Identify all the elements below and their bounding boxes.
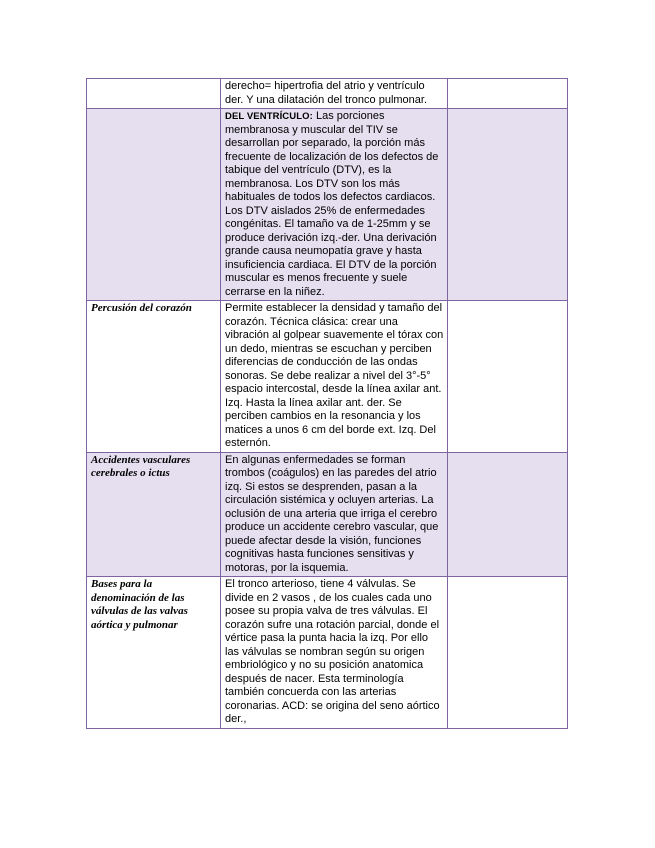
description-text: Permite establecer la densidad y tamaño del corazón. Técnica clásica: crear una vibración al golpear suavemente el tórax con un dedo, mientras se escuchan y perciben diferencias de conducción de las ondas sonoras. Se debe realizar a nivel del 3°-5° espacio intercostal, desde la línea axilar ant. Izq. Hasta la línea axilar ant. der. Se perciben cambios en la resonancia y los matices a unos 6 cm del borde ext. Izq. Del esternón. (225, 302, 444, 449)
term-cell (87, 109, 221, 301)
description-cell (221, 452, 448, 577)
term-cell: Accidentes vasculares cerebrales o ictus (87, 452, 221, 577)
section-lead: DEL VENTRÍCULO: (225, 111, 313, 122)
term-cell: Percusión del corazón (87, 301, 221, 453)
description-cell (221, 577, 448, 729)
notes-cell (448, 452, 568, 577)
term-cell: Bases para la denominación de las válvulas de las valvas aórtica y pulmonar (87, 577, 221, 729)
notes-cell (448, 301, 568, 453)
description-cell (221, 109, 448, 301)
table-row (87, 79, 568, 109)
table-row (87, 452, 568, 577)
notes-cell (448, 109, 568, 301)
notes-cell (448, 577, 568, 729)
notes-table (86, 78, 568, 729)
table-row (87, 301, 568, 453)
description-text: En algunas enfermedades se forman trombos (coágulos) en las paredes del atrio izq. Si estos se desprenden, pasan a la circulación sistémica y ocluyen arterias. La oclusión de una arteria que irriga el cerebro produce un accidente cerebro vascular, que puede afectar desde la visión, funciones cognitivas hasta funciones sensitivas y motoras, por la isquemia. (225, 453, 439, 574)
description-cell (221, 301, 448, 453)
notes-cell (448, 79, 568, 109)
table-row (87, 109, 568, 301)
term-cell (87, 79, 221, 109)
description-text: El tronco arterioso, tiene 4 válvulas. Se divide en 2 vasos , de los cuales cada uno posee su propia valva de tres válvulas. El corazón sufre una rotación parcial, donde el vértice pasa la punta hacia la izq. Por ello las válvulas se nombran según su origen embriológico y no su posición anatomica después de nacer. Esta terminología también concuerda con las arterias coronarias. ACD: se origina del seno aórtico der., (225, 578, 440, 725)
description-text: derecho= hipertrofia del atrio y ventrículo der. Y una dilatación del tronco pulmonar. (225, 80, 428, 106)
table-row (87, 577, 568, 729)
description-text: Las porciones membranosa y muscular del TIV se desarrollan por separado, la porción más frecuente de localización de los defectos de tabique del ventrículo (DTV), es la membranosa. Los DTV son los más habituales de todos los defectos cardiacos. Los DTV aislados 25% de enfermedades congénitas. El tamaño va de 1-25mm y se produce derivación izq.-der. Una derivación grande causa neumopatía grave y hasta insuficiencia cardiaca. El DTV de la porción muscular es menos frecuente y suele cerrarse en la niñez. (225, 110, 439, 298)
description-cell (221, 79, 448, 109)
